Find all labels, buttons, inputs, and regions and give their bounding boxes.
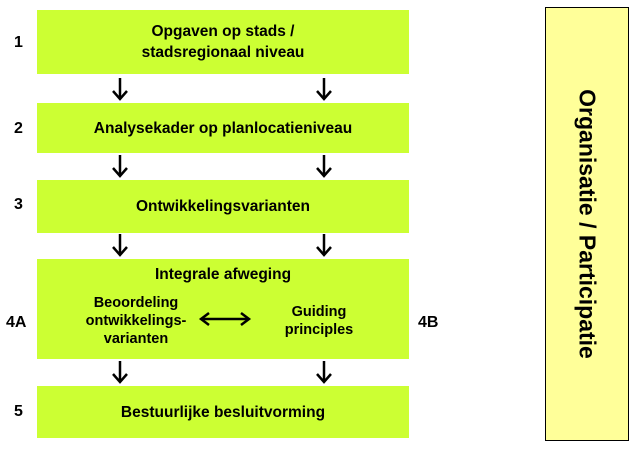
step-number-2: 2 xyxy=(14,120,23,137)
step-4b-line-1: Guiding xyxy=(291,304,347,320)
double-arrow-icon xyxy=(197,311,253,327)
step-4b-label xyxy=(259,303,379,339)
step-4-title: Integrale afweging xyxy=(154,266,292,283)
step-4b-line-2: principles xyxy=(284,322,354,338)
step-box-2 xyxy=(37,103,409,153)
step-4a-line-3: varianten xyxy=(103,331,169,347)
step-number-3: 3 xyxy=(14,196,23,213)
step-box-3 xyxy=(37,180,409,233)
down-arrow-icon xyxy=(315,233,333,257)
step-number-5: 5 xyxy=(14,403,23,420)
side-panel xyxy=(545,7,629,441)
step-2-label: Analysekader op planlocatieniveau xyxy=(93,119,353,137)
down-arrow-icon xyxy=(111,233,129,257)
step-1-line-2: stadsregionaal niveau xyxy=(141,44,305,61)
step-number-4b: 4B xyxy=(418,314,439,331)
step-number-1: 1 xyxy=(14,34,23,51)
step-box-5 xyxy=(37,386,409,438)
step-number-4a: 4A xyxy=(6,314,27,331)
step-box-1 xyxy=(37,10,409,74)
step-box-4 xyxy=(37,259,409,359)
down-arrow-icon xyxy=(315,154,333,178)
down-arrow-icon xyxy=(315,360,333,384)
step-4a-line-2: ontwikkelings- xyxy=(85,313,187,329)
step-1-line-1: Opgaven op stads / xyxy=(151,23,295,40)
down-arrow-icon xyxy=(111,360,129,384)
step-5-label: Bestuurlijke besluitvorming xyxy=(120,403,326,421)
down-arrow-icon xyxy=(111,77,129,101)
down-arrow-icon xyxy=(315,77,333,101)
step-4a-label xyxy=(71,294,201,348)
side-panel-label: Organisatie / Participatie xyxy=(574,89,601,359)
down-arrow-icon xyxy=(111,154,129,178)
step-4a-line-1: Beoordeling xyxy=(93,295,179,311)
step-3-label: Ontwikkelingsvarianten xyxy=(136,198,310,215)
